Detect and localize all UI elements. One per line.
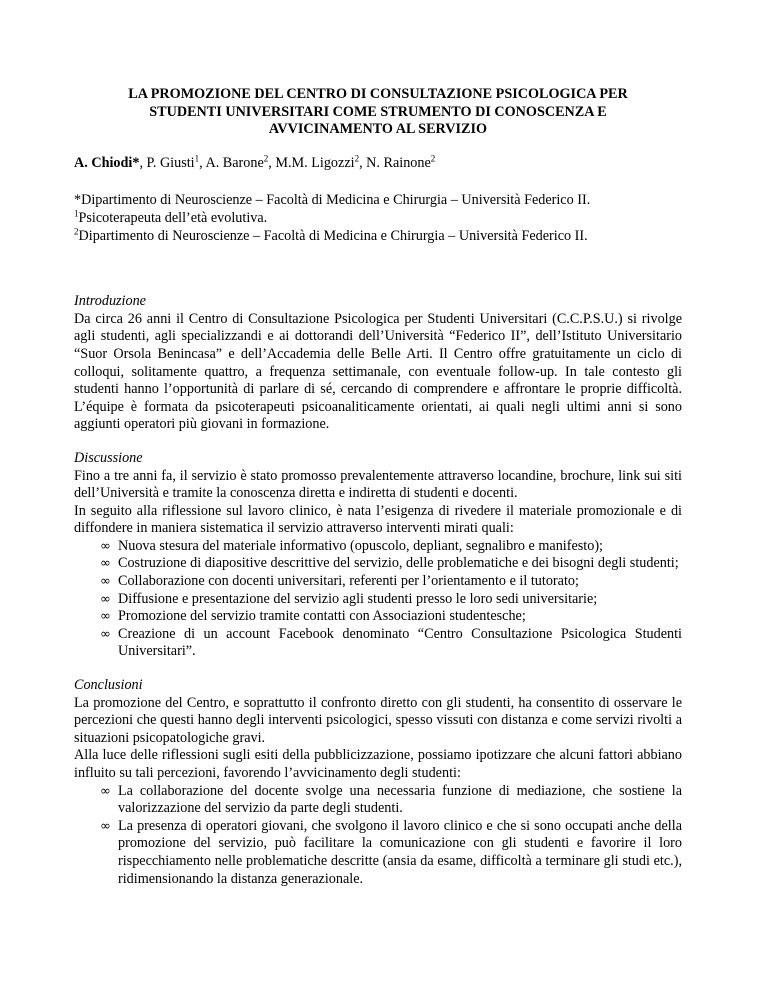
section-heading: Introduzione — [74, 293, 146, 310]
document-title — [74, 86, 682, 139]
affiliation-mark: 2 — [74, 225, 79, 236]
title-line: LA PROMOZIONE DEL CENTRO DI CONSULTAZIONE PSICOLOGICA PER — [128, 86, 628, 102]
infinity-bullet-icon: ∞ — [100, 538, 111, 554]
section-heading: Conclusioni — [74, 677, 143, 694]
list-item: ∞ Diffusione e presentazione del servizio agli studenti presso le loro sedi universitarie; — [100, 590, 598, 607]
affiliation-star: *Dipartimento di Neuroscienze – Facoltà di Medicina e Chirurgia – Università Federico II. — [74, 192, 591, 209]
title-line: STUDENTI UNIVERSITARI COME STRUMENTO DI CONOSCENZA E — [149, 103, 607, 120]
affiliation-1: $^1$Psicoterapeuta dell’età evolutiva. — [74, 208, 268, 226]
affiliation-mark: 1 — [74, 208, 79, 219]
paragraph: In seguito alla riflessione sul lavoro clinico, è nata l’esigenza di rivedere il materiale promozionale e di diffondere in maniera sistematica il servizio attraverso interventi mirati quali: — [74, 502, 682, 537]
author-name: , A. Barone — [199, 154, 264, 171]
list-item: ∞ La presenza di operatori giovani, che svolgono il lavoro clinico e che si sono occupati anche della promozione del servizio, può facilitare la comunicazione con gli studenti e favorire il loro rispecchiamento nelle problematiche descritte (ansia da esame, difficoltà a terminare gli studi etc.), ridimensionando la distanza generazionale. — [100, 817, 682, 887]
section-conclusioni — [74, 677, 682, 888]
infinity-bullet-icon: ∞ — [100, 591, 111, 607]
section-discussione — [74, 450, 682, 661]
author-list — [74, 155, 682, 173]
affiliation-mark: 2 — [354, 153, 360, 164]
bullet-list — [74, 538, 682, 661]
paragraph: Da circa 26 anni il Centro di Consultazione Psicologica per Studenti Universitari (C.C.P.S.U.) si rivolge agli studenti, agli specializzandi e ai dottorandi dell’Università “Federico II”, dell’Istituto Universitario “Suor Orsola Benincasa” e dell’Accademia delle Belle Arti. Il Centro offre gratuitamente un ciclo di colloqui, solitamente quattro, a frequenza settimanale, con eventuale follow-up. In tale contesto gli studenti hanno l’opportunità di parlare di sé, cercando di comprendere e affrontare le proprie difficoltà. L’équipe è formata da psicoterapeuti psicoanaliticamente orientati, ai quali negli ultimi anni si sono aggiunti operatori più giovani in formazione. — [74, 310, 682, 433]
paragraph: Alla luce delle riflessioni sugli esiti della pubblicizzazione, possiamo ipotizzare che alcuni fattori abbiano influito su tali percezioni, favorendo l’avvicinamento degli studenti: — [74, 747, 682, 781]
list-item: ∞ Creazione di un account Facebook denominato “Centro Consultazione Psicologica Studenti Universitari”. — [100, 625, 682, 660]
list-item: ∞ La collaborazione del docente svolge una necessaria funzione di mediazione, che sostiene la valorizzazione del servizio da parte degli studenti. — [100, 782, 682, 817]
infinity-bullet-icon: ∞ — [100, 818, 111, 834]
affiliation-mark: 2 — [263, 153, 269, 164]
author-name: , N. Rainone — [359, 154, 431, 171]
section-introduzione — [74, 293, 682, 434]
list-item: ∞ Promozione del servizio tramite contatti con Associazioni studentesche; — [100, 608, 526, 625]
list-item: ∞ Nuova stesura del materiale informativo (opuscolo, depliant, segnalibro e manifesto); — [100, 537, 603, 554]
bullet-list — [74, 783, 682, 889]
title-line: AVVICINAMENTO AL SERVIZIO — [268, 121, 488, 138]
infinity-bullet-icon: ∞ — [100, 626, 111, 642]
author-name: , M.M. Ligozzi — [268, 154, 355, 171]
affiliation-mark: 1 — [194, 153, 200, 164]
infinity-bullet-icon: ∞ — [100, 783, 111, 799]
author-name: A. Chiodi* — [74, 154, 140, 171]
affiliations — [74, 192, 682, 245]
infinity-bullet-icon: ∞ — [100, 574, 111, 590]
list-item: ∞ Costruzione di diapositive descrittive del servizio, delle problematiche e dei bisogni degli studenti; — [100, 555, 679, 572]
affiliation-mark: 2 — [430, 153, 436, 164]
paragraph: Fino a tre anni fa, il servizio è stato promosso prevalentemente attraverso locandine, brochure, link sui siti dell’Università e tramite la conoscenza diretta e indiretta di studenti e docenti. — [74, 467, 682, 502]
section-heading: Discussione — [74, 449, 143, 466]
infinity-bullet-icon: ∞ — [100, 609, 111, 625]
affiliation-2: $^2$Dipartimento di Neuroscienze – Facoltà di Medicina e Chirurgia – Università Federico II. — [74, 225, 588, 244]
author-name: , P. Giusti — [139, 154, 195, 171]
list-item: ∞ Collaborazione con docenti universitari, referenti per l’orientamento e il tutorato; — [100, 573, 579, 590]
infinity-bullet-icon: ∞ — [100, 556, 111, 572]
paragraph: La promozione del Centro, e soprattutto il confronto diretto con gli studenti, ha consentito di osservare le percezioni che questi hanno degli interventi psicologici, spesso vissuti con distanza e come servizi rivolti a situazioni psicopatologiche gravi. — [74, 694, 682, 746]
